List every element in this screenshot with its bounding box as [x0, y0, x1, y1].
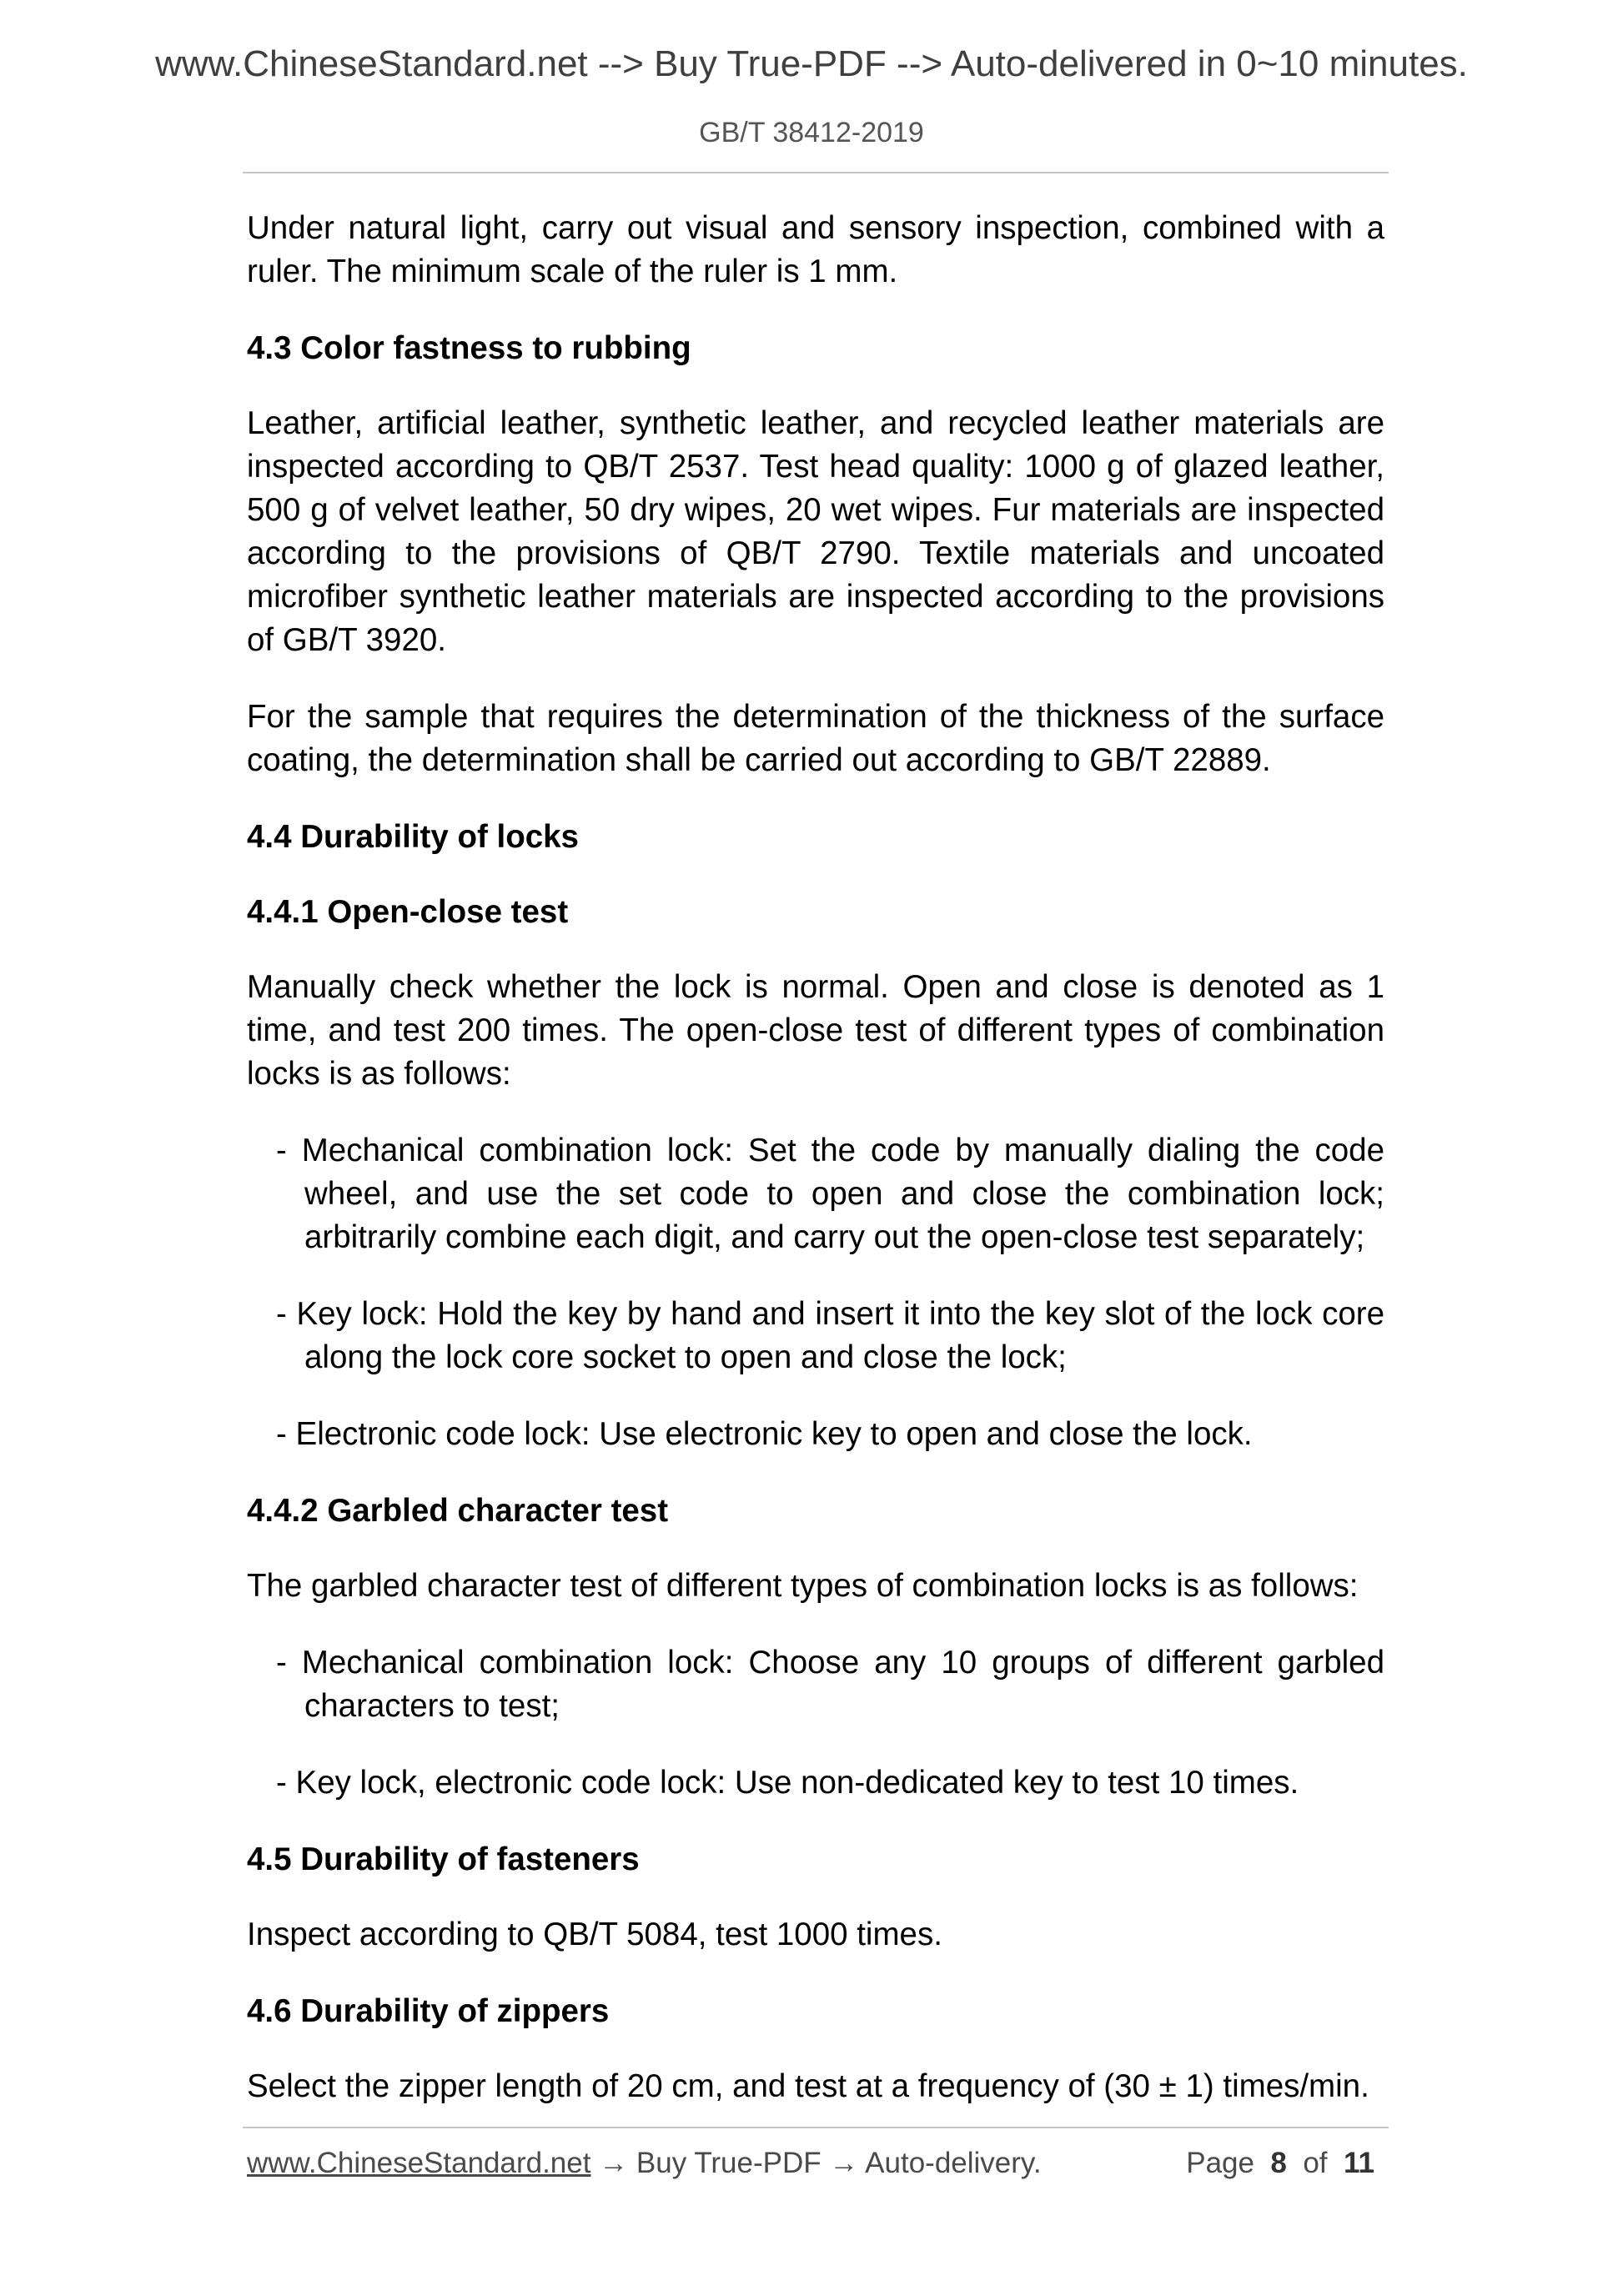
page-content	[247, 207, 1384, 2142]
document-id: GB/T 38412-2019	[699, 117, 924, 148]
paragraph-4-4-1: Manually check whether the lock is normal. Open and close is denoted as 1 time, and test 200 times. The open-close test of different types of combination locks is as follows:	[247, 969, 1384, 1092]
intro-paragraph: Under natural light, carry out visual and sensory inspection, combined with a ruler. The minimum scale of the ruler is 1 mm.	[247, 210, 1384, 289]
paragraph-4-3-materials: Leather, artificial leather, synthetic leather, and recycled leather materials are inspected according to QB/T 2537. Test head quality: 1000 g of glazed leather, 500 g of velvet leather, 50 dry wipes, 20 wet wipes. Fur materials are inspected according to the provisions of QB/T 2790. Textile materials and uncoated microfiber synthetic leather materials are inspected according to the provisions of GB/T 3920.	[247, 405, 1384, 658]
heading-4-6: 4.6 Durability of zippers	[247, 1993, 610, 2029]
top-banner: www.ChineseStandard.net --> Buy True-PDF --> Auto-delivered in 0~10 minutes.	[155, 43, 1468, 84]
list-item: - Key lock: Hold the key by hand and insert it into the key slot of the lock core along the lock core socket to open and close the lock;	[276, 1296, 1384, 1375]
paragraph-4-3-coating: For the sample that requires the determination of the thickness of the surface coating, the determination shall be carried out according to GB/T 22889.	[247, 699, 1384, 778]
footer-site-link[interactable]: www.ChineseStandard.net	[247, 2147, 591, 2179]
of-word: of	[1303, 2147, 1328, 2179]
page-number	[1186, 2147, 1374, 2180]
paragraph-4-6: Select the zipper length of 20 cm, and test at a frequency of (30 ± 1) times/min.	[247, 2068, 1369, 2104]
page-footer	[247, 2147, 1384, 2188]
list-item: - Electronic code lock: Use electronic key to open and close the lock.	[276, 1416, 1253, 1452]
footer-left	[247, 2147, 1042, 2180]
total-pages: 11	[1344, 2147, 1374, 2179]
list-item: - Mechanical combination lock: Set the code by manually dialing the code wheel, and use the set code to open and close the combination lock; arbitrarily combine each digit, and carry out the open-close test separately;	[276, 1133, 1384, 1255]
paragraph-4-5: Inspect according to QB/T 5084, test 1000 times.	[247, 1917, 942, 1952]
current-page: 8	[1270, 2147, 1287, 2179]
paragraph-4-4-2: The garbled character test of different types of combination locks is as follows:	[247, 1568, 1359, 1604]
heading-4-4: 4.4 Durability of locks	[247, 819, 579, 855]
list-item: - Key lock, electronic code lock: Use non-dedicated key to test 10 times.	[276, 1765, 1299, 1801]
list-item: - Mechanical combination lock: Choose any 10 groups of different garbled characters to test;	[276, 1645, 1384, 1724]
page-word: Page	[1186, 2147, 1254, 2179]
footer-tagline: → Buy True-PDF → Auto-delivery.	[590, 2147, 1042, 2179]
header-divider	[243, 172, 1389, 173]
footer-divider	[243, 2127, 1389, 2128]
heading-4-4-2: 4.4.2 Garbled character test	[247, 1493, 669, 1529]
heading-4-4-1: 4.4.1 Open-close test	[247, 894, 569, 930]
heading-4-3: 4.3 Color fastness to rubbing	[247, 330, 691, 366]
heading-4-5: 4.5 Durability of fasteners	[247, 1841, 640, 1877]
